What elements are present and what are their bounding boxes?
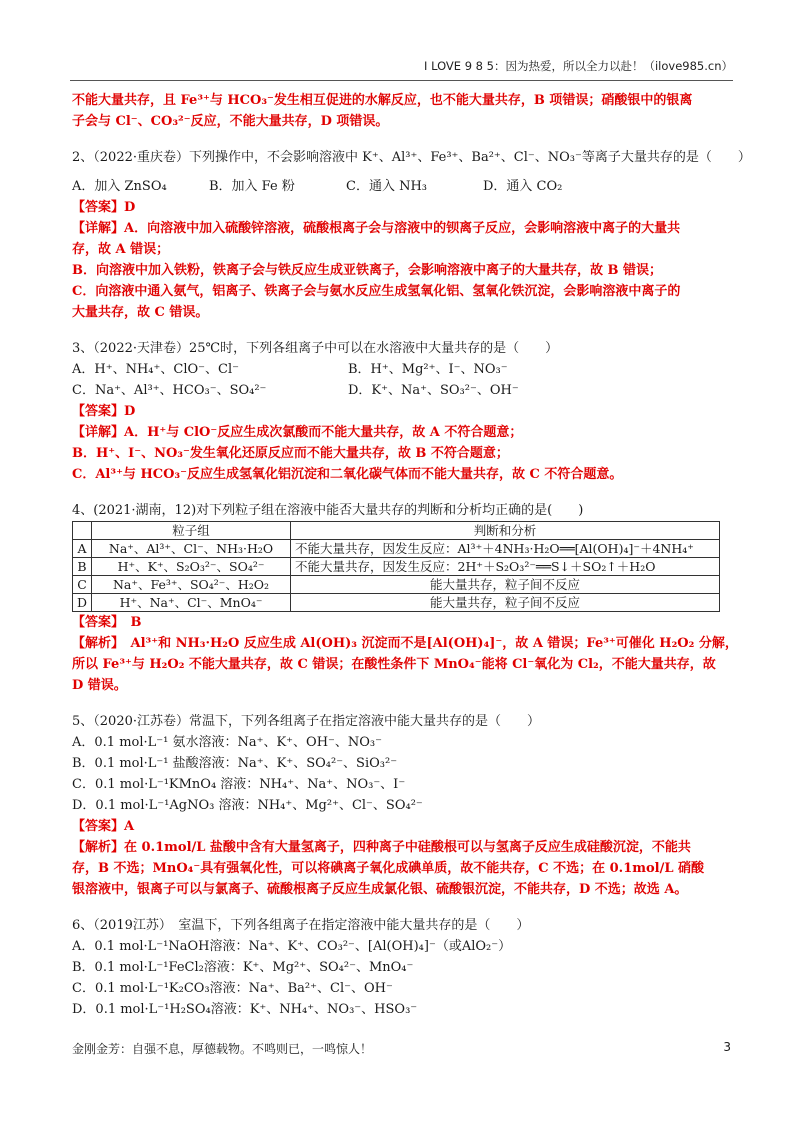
- question-5-stem: 5、（2020·江苏卷）常温下，下列各组离子在指定溶液中能大量共存的是（ ）: [72, 714, 540, 729]
- explanation-line: 存，故 A 错误；: [72, 242, 170, 257]
- question-4-table: [72, 521, 720, 612]
- question-4-answer: 【答案】 B: [72, 615, 142, 630]
- option-b: B．0.1 mol·L⁻¹FeCl₂溶液：K⁺、Mg²⁺、SO₄²⁻、MnO₄⁻: [72, 960, 414, 975]
- header-divider: [70, 80, 733, 81]
- option-d: D．通入 CO₂: [483, 179, 563, 194]
- row-label: D: [73, 594, 92, 612]
- option-b: B．加入 Fe 粉: [209, 179, 295, 194]
- explanation-line: 【详解】A．向溶液中加入硫酸锌溶液，硫酸根离子会与溶液中的钡离子反应，会影响溶液中离子的大量共: [72, 221, 681, 236]
- row-label: B: [73, 558, 92, 576]
- option-c: C．Na⁺、Al³⁺、HCO₃⁻、SO₄²⁻: [72, 383, 267, 398]
- table-header-row: [73, 522, 720, 540]
- option-d: D．K⁺、Na⁺、SO₃²⁻、OH⁻: [348, 383, 519, 398]
- particle-group: Na⁺、Al³⁺、Cl⁻、NH₃·H₂O: [92, 540, 291, 558]
- question-2-answer: 【答案】D: [72, 200, 136, 215]
- explanation-line: 【解析】 Al³⁺和 NH₃·H₂O 反应生成 Al(OH)₃ 沉淀而不是[Al(OH)₄]⁻，故 A 错误；Fe³⁺可催化 H₂O₂ 分解，: [72, 636, 738, 651]
- page-footer: 金刚金芳：自强不息，厚德载物。不鸣则已，一鸣惊人！: [72, 1042, 373, 1056]
- column-header: 判断和分析: [291, 522, 720, 540]
- explanation-line: 存，B 不选；MnO₄⁻具有强氧化性，可以将碘离子氧化成碘单质，故不能共存，C 不选；在 0.1mol/L 硝酸: [72, 861, 705, 876]
- column-header: 粒子组: [92, 522, 291, 540]
- option-c: C．0.1 mol·L⁻¹K₂CO₃溶液：Na⁺、Ba²⁺、Cl⁻、OH⁻: [72, 981, 393, 996]
- explanation-line: 【解析】在 0.1mol/L 盐酸中含有大量氢离子，四种离子中硅酸根可以与氢离子反应生成硅酸沉淀，不能共: [72, 840, 691, 855]
- row-label: A: [73, 540, 92, 558]
- option-d: D．0.1 mol·L⁻¹AgNO₃ 溶液：NH₄⁺、Mg²⁺、Cl⁻、SO₄²⁻: [72, 798, 423, 813]
- question-3-options-row: [72, 359, 724, 380]
- page-header: I LOVE 9 8 5：因为热爱，所以全力以赴！（ilove985.cn）: [424, 59, 733, 73]
- question-2-options: [72, 176, 724, 197]
- option-a: A．H⁺、NH₄⁺、ClO⁻、Cl⁻: [72, 362, 239, 377]
- question-4-stem: 4、(2021·湖南，12)对下列粒子组在溶液中能否大量共存的判断和分析均正确的是( ): [72, 503, 584, 518]
- explanation-line: 【详解】A．H⁺与 ClO⁻反应生成次氯酸而不能大量共存，故 A 不符合题意；: [72, 425, 523, 440]
- judgement: 不能大量共存，因发生反应：2H⁺＋S₂O₃²⁻══S↓＋SO₂↑＋H₂O: [291, 558, 720, 576]
- particle-group: Na⁺、Fe³⁺、SO₄²⁻、H₂O₂: [92, 576, 291, 594]
- judgement: 能大量共存，粒子间不反应: [291, 594, 720, 612]
- explanation-line: 不能大量共存，且 Fe³⁺与 HCO₃⁻发生相互促进的水解反应，也不能大量共存，B 项错误；硝酸银中的银离: [72, 93, 693, 108]
- explanation-line: C．向溶液中通入氨气，铝离子、铁离子会与氨水反应生成氢氧化铝、氢氧化铁沉淀，会影响溶液中离子的: [72, 284, 681, 299]
- question-2-stem: 2、（2022·重庆卷）下列操作中，不会影响溶液中 K⁺、Al³⁺、Fe³⁺、Ba²⁺、Cl⁻、NO₃⁻等离子大量共存的是（ ）: [72, 150, 751, 165]
- option-c: C．0.1 mol·L⁻¹KMnO₄ 溶液：NH₄⁺、Na⁺、NO₃⁻、I⁻: [72, 777, 406, 792]
- explanation-line: 银溶液中，银离子可以与氯离子、硫酸根离子反应生成氯化银、硫酸银沉淀，不能共存，D 不选；故选 A。: [72, 882, 688, 897]
- question-3-answer: 【答案】D: [72, 404, 136, 419]
- option-b: B．H⁺、Mg²⁺、I⁻、NO₃⁻: [348, 362, 508, 377]
- table-row: [73, 594, 720, 612]
- question-5-answer: 【答案】A: [72, 819, 135, 834]
- explanation-line: B．H⁺、I⁻、NO₃⁻发生氧化还原反应而不能大量共存，故 B 不符合题意；: [72, 446, 509, 461]
- judgement: 不能大量共存，因发生反应：Al³⁺＋4NH₃·H₂O══[Al(OH)₄]⁻＋4NH₄⁺: [291, 540, 720, 558]
- explanation-line: B．向溶液中加入铁粉，铁离子会与铁反应生成亚铁离子，会影响溶液中离子的大量共存，故 B 错误；: [72, 263, 663, 278]
- explanation-line: 大量共存，故 C 错误。: [72, 305, 209, 320]
- option-c: C．通入 NH₃: [346, 179, 428, 194]
- explanation-line: 所以 Fe³⁺与 H₂O₂ 不能大量共存，故 C 错误；在酸性条件下 MnO₄⁻能将 Cl⁻氧化为 Cl₂，不能大量共存，故: [72, 657, 716, 672]
- option-a: A．加入 ZnSO₄: [72, 179, 167, 194]
- question-6-stem: 6、（2019江苏） 室温下，下列各组离子在指定溶液中能大量共存的是（ ）: [72, 918, 530, 933]
- judgement: 能大量共存，粒子间不反应: [291, 576, 720, 594]
- explanation-line: D 错误。: [72, 678, 127, 693]
- particle-group: H⁺、K⁺、S₂O₃²⁻、SO₄²⁻: [92, 558, 291, 576]
- option-b: B．0.1 mol·L⁻¹ 盐酸溶液：Na⁺、K⁺、SO₄²⁻、SiO₃²⁻: [72, 756, 398, 771]
- table-row: [73, 558, 720, 576]
- option-d: D．0.1 mol·L⁻¹H₂SO₄溶液：K⁺、NH₄⁺、NO₃⁻、HSO₃⁻: [72, 1002, 418, 1017]
- page-number: 3: [723, 1040, 731, 1054]
- explanation-line: C．Al³⁺与 HCO₃⁻反应生成氢氧化铝沉淀和二氧化碳气体而不能大量共存，故 C 不符合题意。: [72, 467, 623, 482]
- table-row: [73, 576, 720, 594]
- option-a: A．0.1 mol·L⁻¹ 氨水溶液：Na⁺、K⁺、OH⁻、NO₃⁻: [72, 735, 383, 750]
- document-body: [72, 90, 751, 1020]
- table-row: [73, 540, 720, 558]
- question-3-options-row: [72, 380, 724, 401]
- explanation-line: 子会与 Cl⁻、CO₃²⁻反应，不能大量共存，D 项错误。: [72, 114, 389, 129]
- question-3-stem: 3、（2022·天津卷）25℃时，下列各组离子中可以在水溶液中大量共存的是（ ）: [72, 341, 559, 356]
- particle-group: H⁺、Na⁺、Cl⁻、MnO₄⁻: [92, 594, 291, 612]
- row-label: C: [73, 576, 92, 594]
- option-a: A．0.1 mol·L⁻¹NaOH溶液：Na⁺、K⁺、CO₃²⁻、[Al(OH)₄]⁻（或AlO₂⁻）: [72, 939, 512, 954]
